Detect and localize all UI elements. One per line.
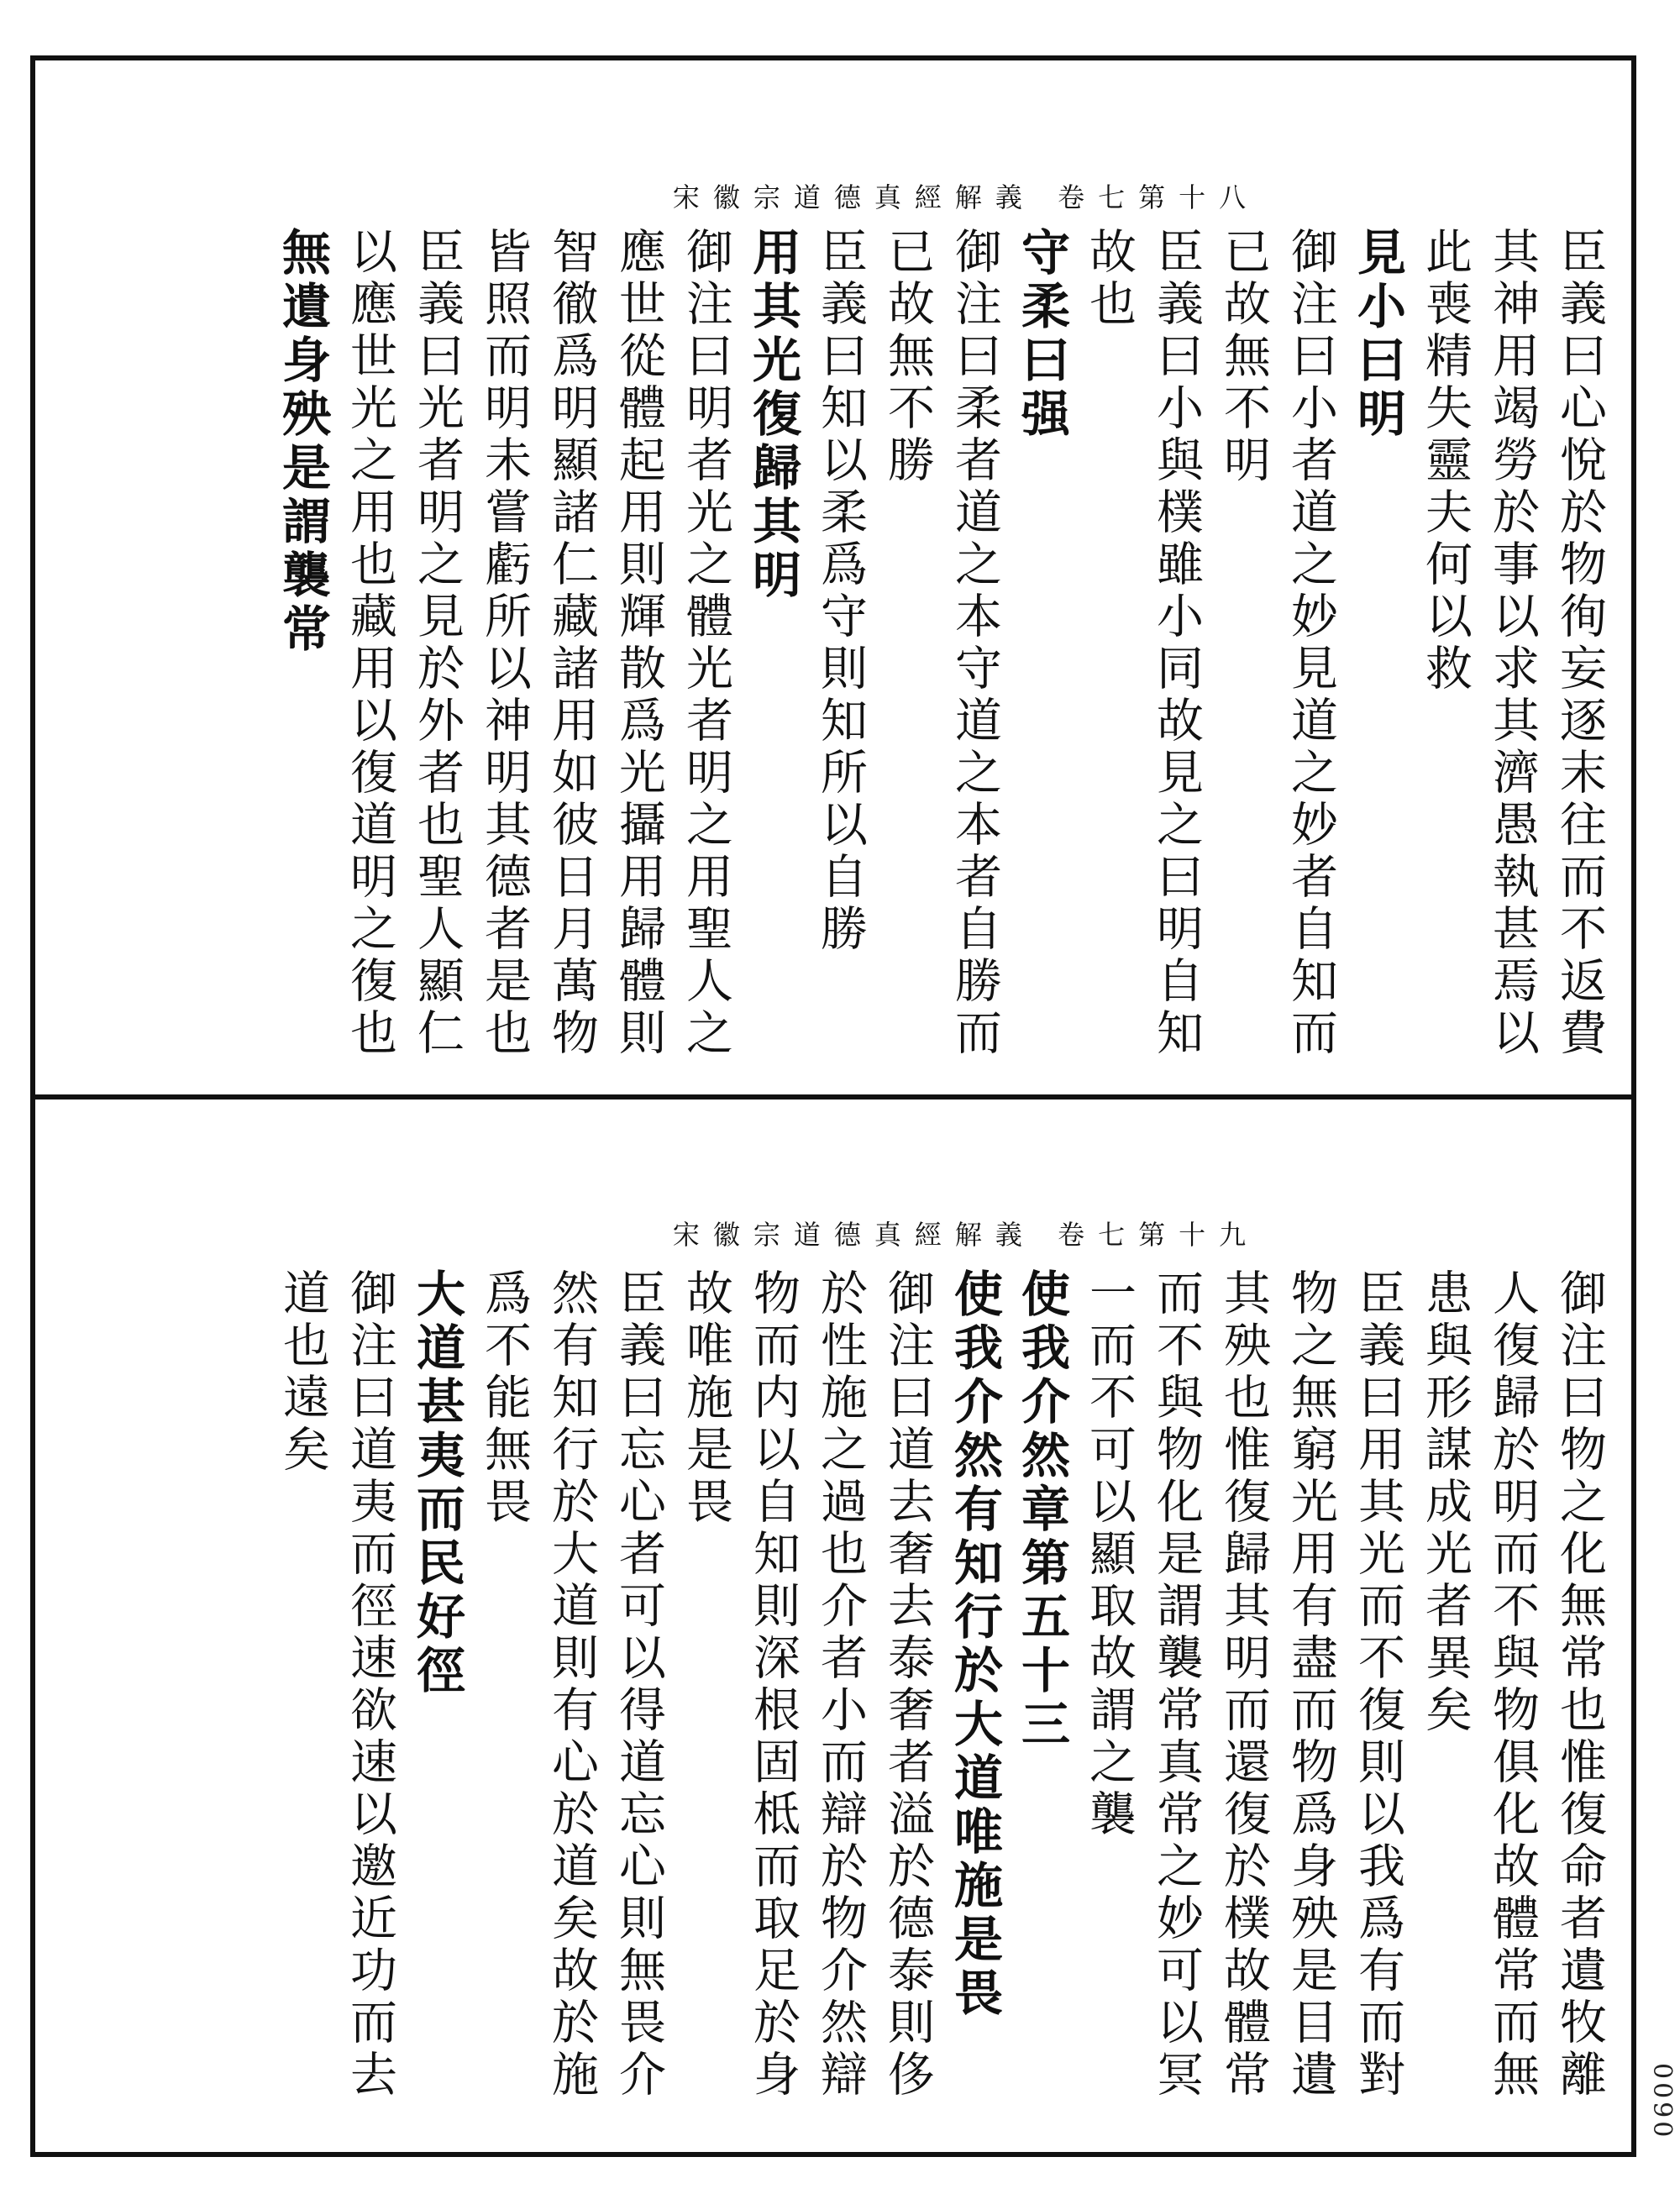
text-column: 御注曰柔者道之本守道之本者自勝而 xyxy=(948,227,1002,1060)
text-column: 用其光復歸其明 xyxy=(744,227,801,603)
text-column: 爲不能無畏 xyxy=(477,1268,532,1529)
text-column: 臣義曰小與樸雖小同故見之曰明自知 xyxy=(1149,227,1204,1060)
text-column: 臣義曰心悅於物徇妄逐末往而不返費 xyxy=(1552,227,1607,1060)
text-column: 臣義曰用其光而不復則以我爲有而對 xyxy=(1351,1268,1405,2102)
text-column: 使我介然章第五十三 xyxy=(1013,1268,1070,1752)
text-column: 已故無不明 xyxy=(1216,227,1271,487)
text-column: 而不與物化是謂襲常真常之妙可以冥 xyxy=(1149,1268,1204,2102)
text-column: 臣義曰知以柔爲守則知所以自勝 xyxy=(813,227,868,956)
text-column: 御注曰明者光之體光者明之用聖人之 xyxy=(679,227,733,1060)
text-column: 於性施之過也介者小而辯於物介然辯 xyxy=(813,1268,868,2102)
running-head-bottom: 宋徽宗道德真經解義 卷七第十九 xyxy=(672,1219,1260,1251)
running-head-top: 宋徽宗道德真經解義 卷七第十八 xyxy=(672,181,1260,213)
bottom-panel xyxy=(50,1109,1621,2142)
page-number: 0090 xyxy=(1647,2062,1677,2140)
text-column: 一而不可以顯取故謂之襲 xyxy=(1082,1268,1137,1841)
text-column: 守柔曰强 xyxy=(1013,227,1070,442)
text-column: 以應世光之用也藏用以復道明之復也 xyxy=(343,227,397,1060)
text-column: 應世從體起用則輝散爲光攝用歸體則 xyxy=(612,227,666,1060)
text-column: 人復歸於明而不與物俱化故體常而無 xyxy=(1485,1268,1540,2102)
text-column: 無遺身殃是謂襲常 xyxy=(274,227,331,657)
text-column: 其殃也惟復歸其明而還復於樸故體常 xyxy=(1216,1268,1271,2102)
text-column: 御注曰小者道之妙見道之妙者自知而 xyxy=(1284,227,1338,1060)
text-column: 已故無不勝 xyxy=(880,227,935,487)
text-column: 患與形謀成光者異矣 xyxy=(1418,1268,1473,1737)
text-column: 臣義曰光者明之見於外者也聖人顯仁 xyxy=(410,227,465,1060)
text-column: 物之無窮光用有盡而物爲身殃是目遺 xyxy=(1284,1268,1338,2102)
text-column: 臣義曰忘心者可以得道忘心則無畏介 xyxy=(612,1268,666,2102)
text-column: 皆照而明未嘗虧所以神明其德者是也 xyxy=(477,227,532,1060)
text-column: 智徹爲明顯諸仁藏諸用如彼日月萬物 xyxy=(544,227,599,1060)
text-column: 其神用竭勞於事以求其濟愚執甚焉以 xyxy=(1485,227,1540,1060)
panel-divider xyxy=(30,1094,1636,1100)
text-column: 此喪精失靈夫何以救 xyxy=(1418,227,1473,695)
text-column: 道也遠矣 xyxy=(276,1268,330,1477)
text-column: 大道甚夷而民好徑 xyxy=(408,1268,465,1698)
text-columns-bottom xyxy=(269,1268,1613,2108)
text-column: 故唯施是畏 xyxy=(679,1268,733,1529)
text-column: 御注曰物之化無常也惟復命者遺牧離 xyxy=(1552,1268,1607,2102)
text-columns-top xyxy=(269,227,1613,1067)
text-column: 然有知行於大道則有心於道矣故於施 xyxy=(544,1268,599,2102)
text-column: 故也 xyxy=(1082,227,1137,331)
text-column: 使我介然有知行於大道唯施是畏 xyxy=(946,1268,1003,2021)
top-panel xyxy=(50,67,1621,1084)
text-column: 御注曰道夷而徑速欲速以邀近功而去 xyxy=(343,1268,397,2102)
text-column: 物而内以自知則深根固柢而取足於身 xyxy=(746,1268,801,2102)
text-column: 見小曰明 xyxy=(1349,227,1406,442)
text-column: 御注曰道去奢去泰奢者溢於德泰則侈 xyxy=(880,1268,935,2102)
